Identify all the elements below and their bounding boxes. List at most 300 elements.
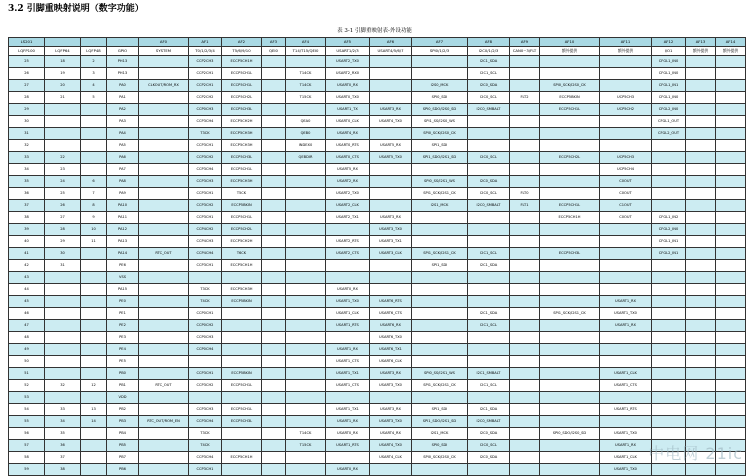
table-row xyxy=(9,344,746,356)
table-cell xyxy=(370,164,412,176)
table-cell: AF12 xyxy=(652,38,686,47)
table-cell xyxy=(412,332,468,344)
table-cell xyxy=(686,368,716,380)
table-cell xyxy=(262,284,286,296)
table-cell: SPI1_SCK/I2S1_CK xyxy=(412,188,468,200)
table-cell xyxy=(412,272,468,284)
table-cell xyxy=(540,272,600,284)
table-cell: PA0 xyxy=(107,80,139,92)
table-row xyxy=(9,56,746,68)
table-cell xyxy=(262,392,286,404)
table-cell: QEBDIR xyxy=(286,152,326,164)
table-cell xyxy=(468,356,510,368)
table-cell: CCP3CH4 xyxy=(189,416,222,428)
table-cell xyxy=(139,92,189,104)
table-cell: 4 xyxy=(81,80,107,92)
table-cell xyxy=(652,272,686,284)
table-cell xyxy=(412,296,468,308)
table-cell: SPI0_SCK/I2S0_CK xyxy=(412,128,468,140)
table-cell xyxy=(370,176,412,188)
table-cell: PA2 xyxy=(107,104,139,116)
table-cell: USART5_TX0 xyxy=(370,152,412,164)
table-cell: 51 xyxy=(9,368,45,380)
table-cell xyxy=(716,224,746,236)
table-cell: 49 xyxy=(9,344,45,356)
table-cell: USART0_RX xyxy=(326,80,370,92)
table-cell xyxy=(540,68,600,80)
table-cell xyxy=(262,344,286,356)
table-cell xyxy=(412,68,468,80)
table-cell: CCP4CH3 xyxy=(189,236,222,248)
table-cell xyxy=(540,332,600,344)
table-cell xyxy=(107,38,139,47)
table-cell xyxy=(189,272,222,284)
table-cell xyxy=(540,440,600,452)
table-cell xyxy=(686,104,716,116)
table-cell xyxy=(262,200,286,212)
table-cell xyxy=(540,116,600,128)
table-cell xyxy=(686,116,716,128)
table-cell: SPI0_SDO/I2S0_SD xyxy=(540,428,600,440)
table-cell xyxy=(370,128,412,140)
table-cell xyxy=(370,68,412,80)
table-cell xyxy=(286,308,326,320)
table-cell xyxy=(262,440,286,452)
table-cell xyxy=(286,236,326,248)
table-cell xyxy=(468,392,510,404)
table-cell xyxy=(139,236,189,248)
table-cell xyxy=(262,152,286,164)
table-cell: I2C1_SDA xyxy=(468,308,510,320)
table-cell xyxy=(600,332,652,344)
table-cell xyxy=(716,80,746,92)
table-cell: T6CK xyxy=(222,248,262,260)
table-cell xyxy=(510,248,540,260)
table-cell xyxy=(716,344,746,356)
table-cell xyxy=(262,356,286,368)
table-cell xyxy=(686,224,716,236)
table-cell xyxy=(326,260,370,272)
table-cell xyxy=(686,284,716,296)
table-cell: 12 xyxy=(81,380,107,392)
table-cell xyxy=(262,296,286,308)
table-cell xyxy=(326,332,370,344)
table-cell xyxy=(716,176,746,188)
table-cell: USART1_TX0 xyxy=(600,308,652,320)
table-cell: 38 xyxy=(45,464,81,476)
table-cell xyxy=(510,128,540,140)
table-row xyxy=(9,80,746,92)
table-cell: USART3_TX0 xyxy=(370,224,412,236)
table-cell xyxy=(652,164,686,176)
table-cell: AF14 xyxy=(716,38,746,47)
table-cell: USART2_CLK xyxy=(326,200,370,212)
table-row xyxy=(9,320,746,332)
table-cell xyxy=(716,368,746,380)
table-cell: ECCP5CH1H xyxy=(222,452,262,464)
table-cell xyxy=(45,344,81,356)
table-cell: 6 xyxy=(81,176,107,188)
table-cell: SPI0_SDI xyxy=(412,440,468,452)
table-cell xyxy=(139,224,189,236)
table-cell: USART0_CLK xyxy=(326,116,370,128)
table-cell xyxy=(139,56,189,68)
table-cell: USART2_TX1 xyxy=(326,212,370,224)
table-cell: 45 xyxy=(9,296,45,308)
table-cell: 37 xyxy=(45,452,81,464)
table-cell: CFGL1_IN2 xyxy=(652,212,686,224)
table-cell xyxy=(286,380,326,392)
table-cell: 24 xyxy=(45,176,81,188)
table-cell xyxy=(686,80,716,92)
table-cell xyxy=(600,392,652,404)
table-cell xyxy=(716,320,746,332)
table-cell: AF3 xyxy=(262,38,286,47)
table-cell: ECCP5BKIN xyxy=(540,92,600,104)
table-cell: ECCP5CH2H xyxy=(222,236,262,248)
table-cell: ECCP5CH1H xyxy=(540,212,600,224)
table-cell: CFGL2_IN0 xyxy=(652,224,686,236)
table-cell xyxy=(652,176,686,188)
table-cell: 36 xyxy=(45,440,81,452)
table-cell: ECCP5BKIN xyxy=(222,368,262,380)
table-cell: AF8 xyxy=(468,38,510,47)
table-cell xyxy=(81,320,107,332)
table-cell: 40 xyxy=(9,236,45,248)
table-cell: SPI0/1/2/3 xyxy=(412,47,468,56)
watermark: 中电网 21ic xyxy=(648,444,743,463)
table-cell: 56 xyxy=(9,428,45,440)
table-cell: I2C0_SCL xyxy=(468,152,510,164)
table-cell: ECCP5CH3H xyxy=(222,140,262,152)
table-cell: C0OUT xyxy=(600,176,652,188)
table-cell xyxy=(468,128,510,140)
table-cell: SPI1_SDI xyxy=(412,404,468,416)
table-cell: USART6_RX xyxy=(370,320,412,332)
table-row xyxy=(9,104,746,116)
table-cell xyxy=(510,368,540,380)
table-cell xyxy=(540,188,600,200)
table-cell xyxy=(686,332,716,344)
table-cell xyxy=(510,140,540,152)
table-cell xyxy=(81,464,107,476)
table-cell: UCP5CH4 xyxy=(600,164,652,176)
table-row xyxy=(9,452,746,464)
table-cell xyxy=(139,356,189,368)
table-cell xyxy=(286,224,326,236)
table-cell: USART1_RX xyxy=(600,440,652,452)
table-cell xyxy=(716,56,746,68)
table-cell xyxy=(81,392,107,404)
table-cell xyxy=(81,164,107,176)
table-cell: SPI1_SCK/I2S1_CK xyxy=(412,380,468,392)
table-cell: I2C1_SDA xyxy=(468,56,510,68)
table-cell: I2C0_SDA xyxy=(468,80,510,92)
table-cell: AF6 xyxy=(370,38,412,47)
table-cell: CCP2CH1 xyxy=(189,68,222,80)
table-cell xyxy=(716,392,746,404)
table-cell: ECCP5CH3L xyxy=(222,152,262,164)
table-cell xyxy=(412,212,468,224)
table-cell xyxy=(510,440,540,452)
table-cell xyxy=(81,248,107,260)
table-cell xyxy=(139,68,189,80)
table-row xyxy=(9,392,746,404)
table-cell xyxy=(139,176,189,188)
table-cell: SPI0_SDI xyxy=(412,92,468,104)
table-cell xyxy=(286,452,326,464)
table-cell: CCP4CH4 xyxy=(189,248,222,260)
table-cell xyxy=(286,392,326,404)
table-cell xyxy=(716,296,746,308)
table-cell xyxy=(686,308,716,320)
table-cell: I2C0_SDA xyxy=(468,428,510,440)
table-cell: I2C0_SMBALT xyxy=(468,104,510,116)
table-cell xyxy=(222,356,262,368)
table-cell xyxy=(652,392,686,404)
table-cell: ECCP5CH1L xyxy=(222,164,262,176)
table-cell: CCP3CH3 xyxy=(189,404,222,416)
table-cell xyxy=(45,104,81,116)
table-cell: 29 xyxy=(45,236,81,248)
table-cell xyxy=(686,260,716,272)
table-cell: UCP5CH2 xyxy=(600,104,652,116)
table-cell: ECCP5CH1L xyxy=(222,212,262,224)
table-cell: USART1_RTS xyxy=(600,404,652,416)
table-cell xyxy=(652,380,686,392)
table-cell xyxy=(540,164,600,176)
table-cell xyxy=(262,332,286,344)
table-cell xyxy=(540,416,600,428)
table-cell: PE1 xyxy=(107,308,139,320)
table-cell xyxy=(222,320,262,332)
table-cell xyxy=(652,344,686,356)
table-cell xyxy=(286,284,326,296)
table-cell xyxy=(326,224,370,236)
table-cell xyxy=(81,332,107,344)
table-cell: 31 xyxy=(9,128,45,140)
table-cell xyxy=(262,188,286,200)
table-cell: ECCP5CH1L xyxy=(222,80,262,92)
table-header-row xyxy=(9,38,746,47)
table-cell xyxy=(286,56,326,68)
table-cell: USART0_TX0 xyxy=(326,92,370,104)
table-cell: CCP3CH4 xyxy=(189,164,222,176)
table-cell: RTC_OUT/ROM_EN xyxy=(139,416,189,428)
table-cell: CCP3CH1 xyxy=(189,464,222,476)
table-cell: CCP3CH3 xyxy=(189,176,222,188)
table-cell: USART2_RTS xyxy=(326,236,370,248)
table-cell xyxy=(686,380,716,392)
table-cell xyxy=(412,320,468,332)
table-cell: SPI0_SCK/I2S0_CK xyxy=(412,452,468,464)
table-cell: AF10 xyxy=(540,38,600,47)
table-cell: USART1_TX0 xyxy=(600,464,652,476)
table-cell: I2S1_MCK xyxy=(412,428,468,440)
table-cell xyxy=(510,116,540,128)
table-cell: CCP3CH1 xyxy=(189,368,222,380)
table-cell: 18 xyxy=(45,56,81,68)
table-cell: USART5_RX xyxy=(370,140,412,152)
table-cell xyxy=(510,452,540,464)
table-cell: SPI0_SCK/I2S0_CK xyxy=(540,80,600,92)
table-cell xyxy=(540,284,600,296)
table-row xyxy=(9,440,746,452)
table-cell xyxy=(716,68,746,80)
table-cell xyxy=(262,212,286,224)
table-row xyxy=(9,332,746,344)
table-cell: CCP0CH2 xyxy=(189,320,222,332)
table-cell xyxy=(652,404,686,416)
table-cell: 59 xyxy=(9,464,45,476)
table-row xyxy=(9,368,746,380)
table-cell xyxy=(139,440,189,452)
table-cell: T15CK xyxy=(286,92,326,104)
table-cell xyxy=(510,356,540,368)
table-cell xyxy=(262,80,286,92)
table-cell: PA11 xyxy=(107,212,139,224)
table-cell: SPI1_SS/I2S0_WS xyxy=(412,116,468,128)
table-cell: ECCP5CH1H xyxy=(222,56,262,68)
table-cell: 46 xyxy=(9,308,45,320)
table-cell xyxy=(510,260,540,272)
table-cell xyxy=(81,272,107,284)
table-cell: USART4_TX0 xyxy=(370,440,412,452)
table-cell xyxy=(326,452,370,464)
table-cell xyxy=(222,440,262,452)
table-cell: I2C0_SCL xyxy=(468,92,510,104)
table-cell xyxy=(652,416,686,428)
table-cell: 26 xyxy=(9,68,45,80)
table-cell: 19 xyxy=(45,68,81,80)
table-cell xyxy=(716,404,746,416)
table-cell: USART4_CLK xyxy=(370,452,412,464)
table-cell: AF11 xyxy=(600,38,652,47)
table-cell: PE0 xyxy=(107,296,139,308)
table-cell: AF13 xyxy=(686,38,716,47)
table-cell: SPI0_SDO/I2S0_SD xyxy=(412,104,468,116)
table-cell xyxy=(286,164,326,176)
table-cell: PA4 xyxy=(107,128,139,140)
table-cell: UCP5CH3 xyxy=(600,92,652,104)
table-cell: CCP4CH2 xyxy=(189,224,222,236)
table-cell xyxy=(286,344,326,356)
table-cell: 38 xyxy=(9,212,45,224)
pin-remap-table xyxy=(8,37,746,476)
table-cell: 29 xyxy=(9,104,45,116)
table-cell xyxy=(45,368,81,380)
table-cell xyxy=(262,92,286,104)
table-cell xyxy=(286,104,326,116)
table-row xyxy=(9,188,746,200)
table-cell: USART2_RX0 xyxy=(326,68,370,80)
table-cell: 3 xyxy=(81,68,107,80)
table-cell xyxy=(686,404,716,416)
table-cell: CCP3CH4 xyxy=(189,452,222,464)
table-cell xyxy=(652,332,686,344)
table-cell xyxy=(686,92,716,104)
table-cell: USART1_RX xyxy=(600,296,652,308)
table-cell xyxy=(686,416,716,428)
table-cell: USART1_CTS xyxy=(326,356,370,368)
table-cell xyxy=(686,236,716,248)
table-cell xyxy=(716,104,746,116)
table-cell xyxy=(370,188,412,200)
table-cell xyxy=(600,260,652,272)
table-row xyxy=(9,164,746,176)
table-cell xyxy=(412,56,468,68)
table-cell xyxy=(600,416,652,428)
table-cell xyxy=(262,68,286,80)
table-cell xyxy=(510,428,540,440)
table-cell: FLT1 xyxy=(510,200,540,212)
table-cell xyxy=(81,128,107,140)
table-cell xyxy=(262,368,286,380)
table-cell xyxy=(45,128,81,140)
table-cell xyxy=(716,464,746,476)
table-cell: LQFP64 xyxy=(45,47,81,56)
table-cell: PB2 xyxy=(107,404,139,416)
table-cell xyxy=(139,392,189,404)
table-cell xyxy=(652,356,686,368)
table-cell: CFGL2_OUT xyxy=(652,128,686,140)
table-cell: AF0 xyxy=(139,38,189,47)
table-cell xyxy=(45,308,81,320)
table-cell: 48 xyxy=(9,332,45,344)
table-cell xyxy=(468,164,510,176)
table-cell: ECCP5CH1L xyxy=(222,68,262,80)
table-cell xyxy=(412,392,468,404)
table-cell: USART3_RX xyxy=(370,368,412,380)
table-cell xyxy=(81,296,107,308)
table-cell xyxy=(286,332,326,344)
table-cell: 20 xyxy=(45,80,81,92)
table-cell: I2C1_SCL xyxy=(468,320,510,332)
table-cell: USART0_RX xyxy=(326,464,370,476)
table-cell xyxy=(139,296,189,308)
table-cell xyxy=(652,308,686,320)
table-row xyxy=(9,356,746,368)
table-cell: PA10 xyxy=(107,200,139,212)
table-row xyxy=(9,236,746,248)
table-cell xyxy=(139,104,189,116)
table-cell xyxy=(716,416,746,428)
table-cell: 32 xyxy=(9,140,45,152)
table-cell: PA7 xyxy=(107,164,139,176)
table-cell xyxy=(45,272,81,284)
table-cell xyxy=(510,272,540,284)
table-cell: I2C1_SCL xyxy=(468,380,510,392)
table-cell xyxy=(262,272,286,284)
table-cell xyxy=(45,356,81,368)
table-cell: 33 xyxy=(45,404,81,416)
table-cell xyxy=(716,200,746,212)
table-cell: 53 xyxy=(9,392,45,404)
table-cell: USART1_RX xyxy=(600,320,652,332)
table-cell xyxy=(510,68,540,80)
table-cell: 9 xyxy=(81,212,107,224)
table-cell: I2S1_MCK xyxy=(412,200,468,212)
table-cell: PH13 xyxy=(107,56,139,68)
table-cell xyxy=(716,92,746,104)
table-cell: USART6_CTS xyxy=(370,308,412,320)
table-cell xyxy=(510,56,540,68)
table-cell: PB7 xyxy=(107,452,139,464)
table-row xyxy=(9,212,746,224)
table-cell: USART3_TX1 xyxy=(370,236,412,248)
table-cell: I/O1 xyxy=(652,47,686,56)
table-cell xyxy=(686,188,716,200)
